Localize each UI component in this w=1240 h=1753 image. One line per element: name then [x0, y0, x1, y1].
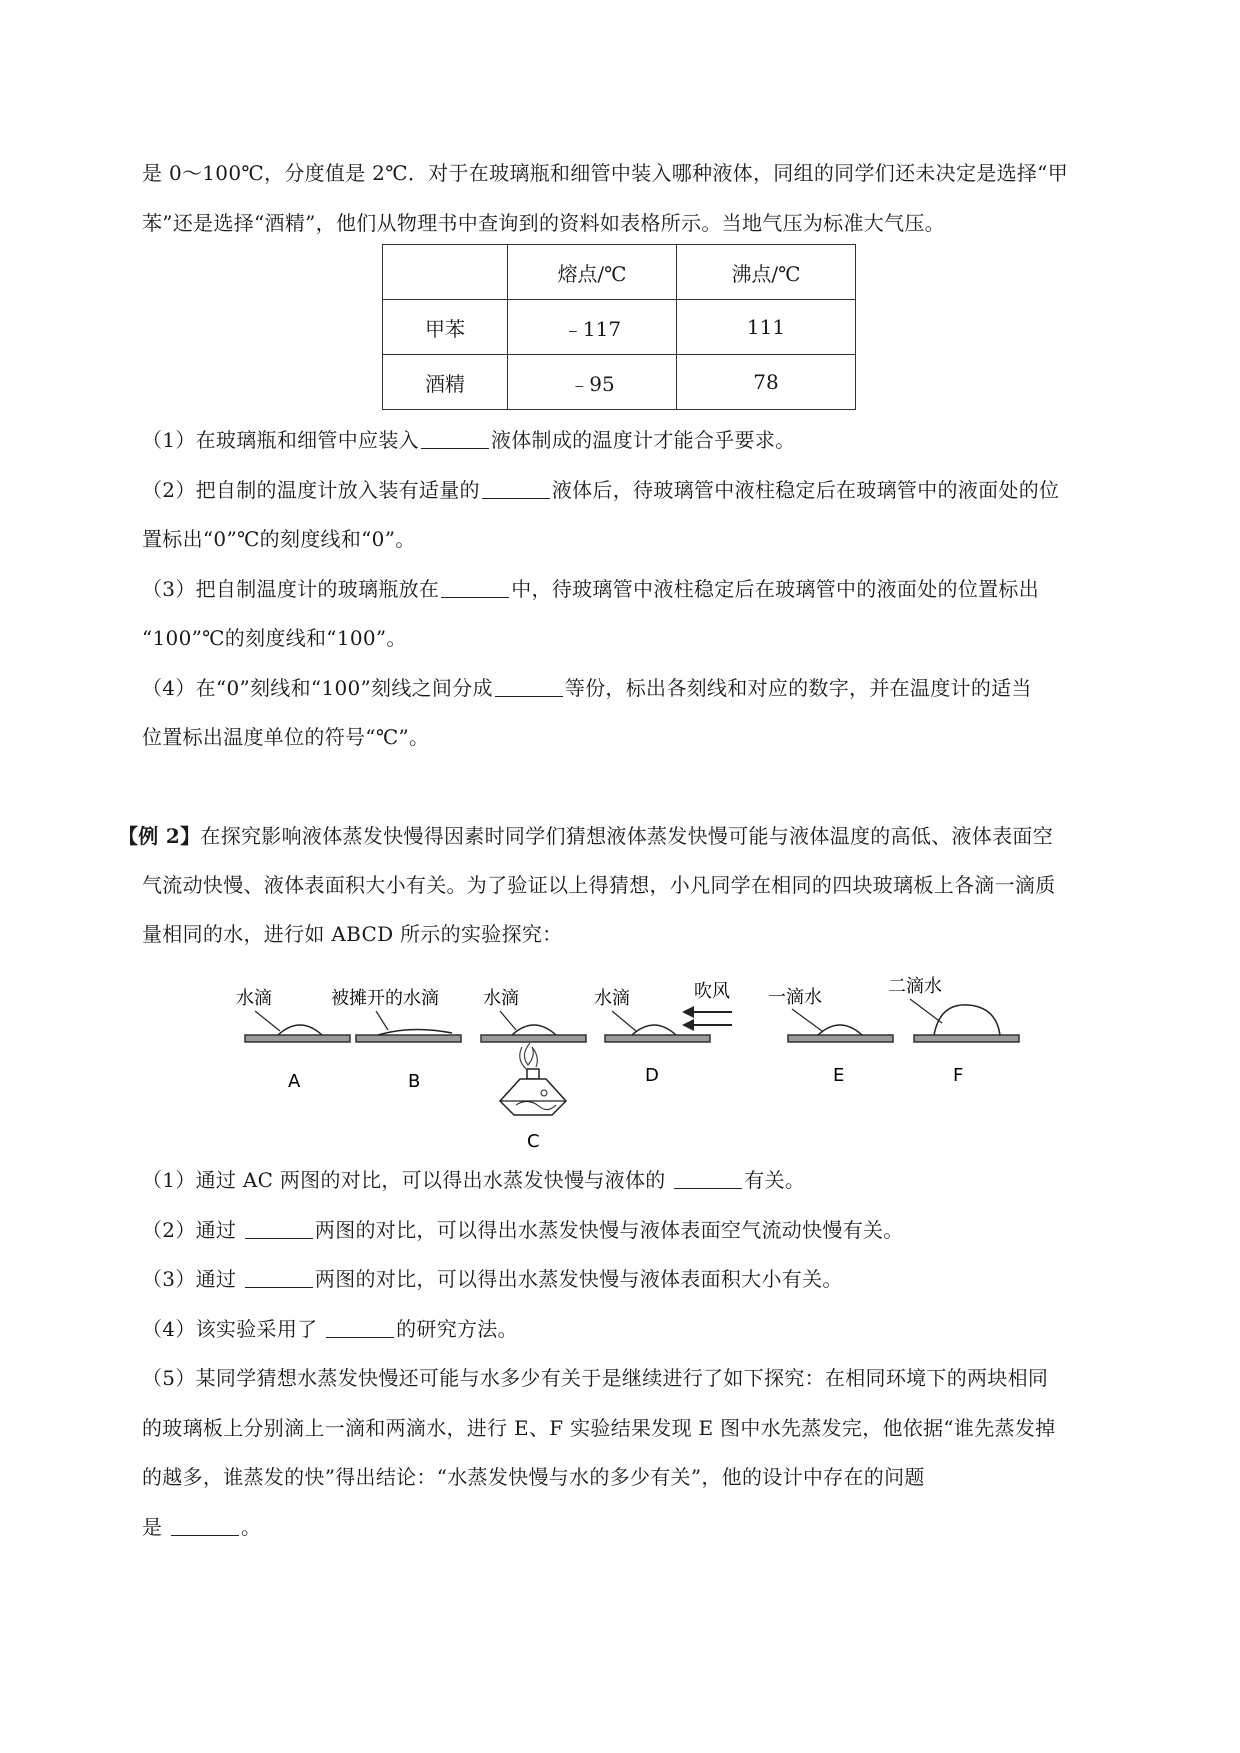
plate-b [356, 1035, 461, 1042]
figure-letter-a: A [288, 1071, 301, 1092]
figure-label-drop-f: 二滴水 [888, 976, 942, 997]
ex2-question-5-cont: 的玻璃板上分别滴上一滴和两滴水，进行 E、F 实验结果发现 E 图中水先蒸发完，他依据“谁先蒸发掉 [142, 1416, 1056, 1440]
table-header-row [383, 245, 856, 300]
pointer-line [612, 1011, 636, 1031]
plate-a [245, 1035, 350, 1042]
pointer-line [376, 1011, 388, 1030]
water-drop-b [378, 1029, 452, 1035]
water-drop-a [278, 1025, 322, 1035]
alcohol-lamp-icon [500, 1043, 566, 1115]
ex1-question-2: （2）把自制的温度计放入装有适量的 液体后，待玻璃管中液柱稳定后在玻璃管中的液面处的位 [142, 478, 1060, 502]
answer-blank[interactable] [326, 1317, 394, 1338]
figure-label-drop-d: 水滴 [594, 988, 630, 1009]
answer-blank[interactable] [495, 676, 563, 697]
plate-d [605, 1035, 710, 1042]
pointer-line [255, 1011, 280, 1031]
table-row [383, 300, 856, 355]
ex2-question-5-cont: 的越多，谁蒸发的快”得出结论：“水蒸发快慢与水的多少有关”，他的设计中存在的问题 [142, 1465, 925, 1489]
water-drop-e [818, 1025, 862, 1035]
answer-blank[interactable] [441, 577, 509, 598]
figure-label-drop-b: 被摊开的水滴 [331, 988, 439, 1009]
figure-letter-c: C [527, 1131, 540, 1152]
ex2-line-2: 气流动快慢、液体表面积大小有关。为了验证以上得猜想，小凡同学在相同的四块玻璃板上各滴一滴质 [142, 873, 1056, 897]
table-header-cell: 沸点/℃ [677, 245, 856, 300]
table-header-cell: 熔点/℃ [508, 245, 677, 300]
figure-letter-b: B [408, 1071, 421, 1092]
water-drop-d [632, 1025, 676, 1035]
ex2-line-3: 量相同的水，进行如 ABCD 所示的实验探究： [142, 922, 563, 946]
pointer-line [792, 1009, 822, 1031]
example-label: 【例 2】 [118, 824, 201, 848]
answer-blank[interactable] [171, 1515, 239, 1536]
ex1-question-2-cont: 置标出“0”℃的刻度线和“0”。 [142, 527, 416, 551]
experiment-figure [0, 975, 1240, 1155]
water-drop-c [512, 1025, 556, 1035]
table-cell-name: 酒精 [383, 355, 508, 410]
ex2-question-4: （4）该实验采用了 的研究方法。 [142, 1317, 518, 1341]
ex2-question-2: （2）通过 两图的对比，可以得出水蒸发快慢与液体表面空气流动快慢有关。 [142, 1218, 904, 1242]
answer-blank[interactable] [674, 1168, 742, 1189]
table-cell-melting: ﹣117 [508, 300, 677, 355]
table-cell-name: 甲苯 [383, 300, 508, 355]
figure-label-drop-e: 一滴水 [768, 987, 822, 1008]
table-row [383, 355, 856, 410]
table-cell-boiling: 111 [677, 300, 856, 355]
table-cell-boiling: 78 [677, 355, 856, 410]
ex2-question-5: （5）某同学猜想水蒸发快慢还可能与水多少有关于是继续进行了如下探究：在相同环境下的两块相同 [142, 1366, 1049, 1390]
intro-line-2: 苯”还是选择“酒精”，他们从物理书中查询到的资料如表格所示。当地气压为标准大气压。 [142, 211, 945, 235]
ex2-question-1: （1）通过 AC 两图的对比，可以得出水蒸发快慢与液体的 有关。 [142, 1168, 806, 1192]
pointer-line [500, 1011, 516, 1030]
ex1-question-3: （3）把自制温度计的玻璃瓶放在 中，待玻璃管中液柱稳定后在玻璃管中的液面处的位置标出 [142, 577, 1040, 601]
answer-blank[interactable] [245, 1267, 313, 1288]
answer-blank[interactable] [482, 478, 550, 499]
figure-letter-f: F [953, 1065, 964, 1086]
plate-f [914, 1035, 1019, 1042]
plate-e [788, 1035, 893, 1042]
ex2-question-3: （3）通过 两图的对比，可以得出水蒸发快慢与液体表面积大小有关。 [142, 1267, 843, 1291]
answer-blank[interactable] [245, 1218, 313, 1239]
properties-table [382, 244, 856, 410]
table-cell-melting: ﹣95 [508, 355, 677, 410]
figure-letter-e: E [833, 1065, 845, 1086]
figure-label-wind: 吹风 [694, 981, 730, 1002]
figure-label-drop-a: 水滴 [236, 988, 272, 1009]
answer-blank[interactable] [421, 428, 489, 449]
figure-letter-d: D [645, 1065, 659, 1086]
figure-label-drop-c: 水滴 [483, 988, 519, 1009]
ex1-question-3-cont: “100”℃的刻度线和“100”。 [142, 626, 407, 650]
ex1-question-4: （4）在“0”刻线和“100”刻线之间分成 等份，标出各刻线和对应的数字，并在温度计的适当 [142, 676, 1032, 700]
wind-arrows-icon [682, 1006, 732, 1031]
plate-c [481, 1035, 586, 1042]
ex1-question-1: （1）在玻璃瓶和细管中应装入 液体制成的温度计才能合乎要求。 [142, 428, 796, 452]
table-header-cell [383, 245, 508, 300]
ex2-question-5-cont: 是 。 [142, 1515, 262, 1539]
intro-line-1: 是 0～100℃，分度值是 2℃．对于在玻璃瓶和细管中装入哪种液体，同组的同学们还未决定是选择“甲 [142, 161, 1069, 185]
ex2-line-1: 【例 2】在探究影响液体蒸发快慢得因素时同学们猜想液体蒸发快慢可能与液体温度的高低、液体表面空 [118, 824, 1053, 848]
ex1-question-4-cont: 位置标出温度单位的符号“℃”。 [142, 725, 430, 749]
water-drop-f [934, 1005, 1000, 1035]
pointer-line [910, 999, 942, 1023]
